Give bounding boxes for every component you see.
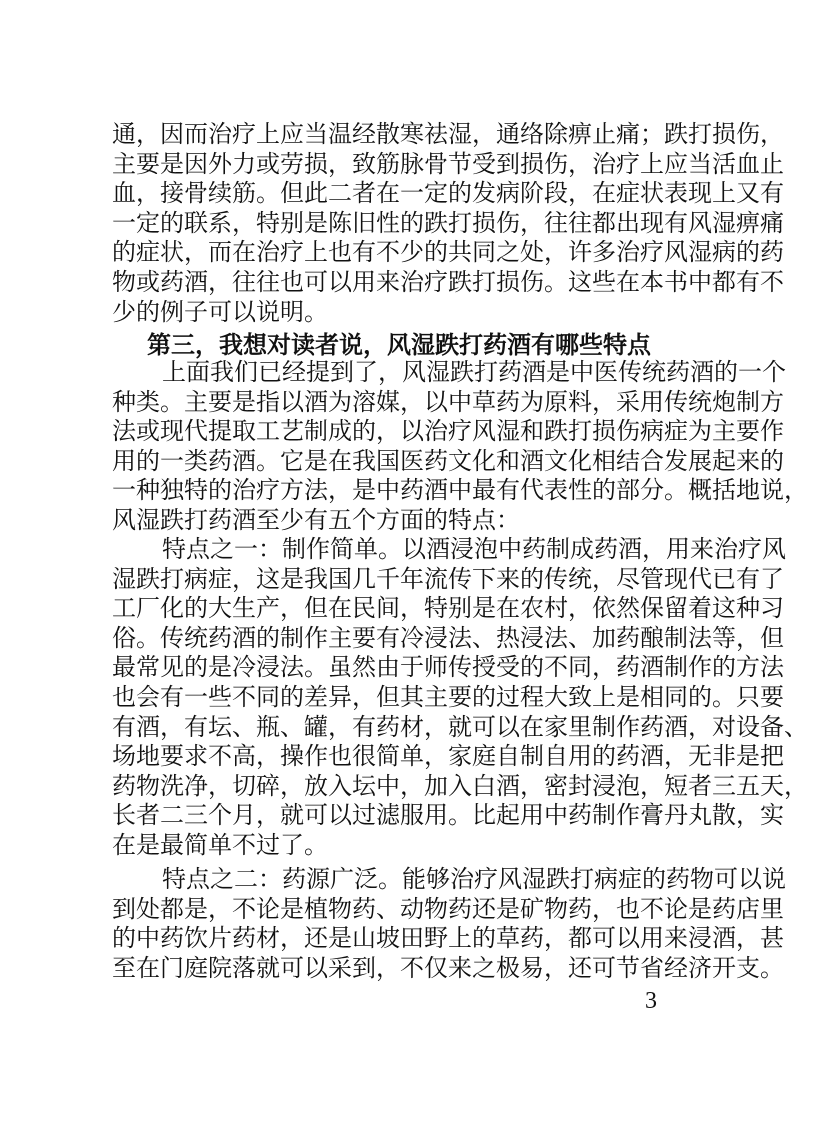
text-line: 一定的联系，特别是陈旧性的跌打损伤，往往都出现有风湿痹痛 <box>112 208 784 237</box>
text-line: 法或现代提取工艺制成的，以治疗风湿和跌打损伤病症为主要作 <box>112 417 784 446</box>
paragraph-intro <box>112 358 808 536</box>
paragraph-continuation <box>112 120 784 327</box>
text-line: 湿跌打病症，这是我国几千年流传下来的传统，尽管现代已有了 <box>112 564 784 593</box>
text-line: 在是最简单不过了。 <box>112 830 328 859</box>
text-line: 俗。传统药酒的制作主要有冷浸法、热浸法、加药酿制法等，但 <box>112 623 784 652</box>
text-line: 到处都是，不论是植物药、动物药还是矿物药，也不论是药店里 <box>112 894 784 923</box>
paragraph-feature-two <box>112 865 786 983</box>
text-line: 一种独特的治疗方法，是中药酒中最有代表性的部分。概括地说， <box>112 476 808 505</box>
page-number: 3 <box>645 988 657 1014</box>
text-line: 的症状，而在治疗上也有不少的共同之处，许多治疗风湿病的药 <box>112 238 784 267</box>
text-line: 有酒，有坛、瓶、罐，有药材，就可以在家里制作药酒，对设备、 <box>112 712 808 741</box>
text-line: 特点之二：药源广泛。能够治疗风湿跌打病症的药物可以说 <box>162 865 786 893</box>
text-line: 血，接骨续筋。但此二者在一定的发病阶段，在症状表现上又有 <box>112 179 784 208</box>
text-line: 上面我们已经提到了，风湿跌打药酒是中医传统药酒的一个 <box>162 358 786 386</box>
text-line: 通，因而治疗上应当温经散寒祛湿，通络除痹止痛；跌打损伤， <box>112 120 784 148</box>
text-line: 长者二三个月，就可以过滤服用。比起用中药制作膏丹丸散，实 <box>112 801 784 830</box>
text-line: 药物洗净，切碎，放入坛中，加入白酒，密封浸泡，短者三五天， <box>112 771 808 800</box>
text-line: 最常见的是冷浸法。虽然由于师传授受的不同，药酒制作的方法 <box>112 653 784 682</box>
text-line: 种类。主要是指以酒为溶媒，以中草药为原料，采用传统炮制方 <box>112 387 784 416</box>
text-line: 特点之一：制作简单。以酒浸泡中药制成药酒，用来治疗风 <box>162 535 786 563</box>
section-heading: 第三，我想对读者说，风湿跌打药酒有哪些特点 <box>147 331 651 359</box>
text-line: 场地要求不高，操作也很简单，家庭自制自用的药酒，无非是把 <box>112 742 784 771</box>
text-line: 少的例子可以说明。 <box>112 297 328 326</box>
text-line: 主要是因外力或劳损，致筋脉骨节受到损伤，治疗上应当活血止 <box>112 149 784 178</box>
text-line: 风湿跌打药酒至少有五个方面的特点： <box>112 505 520 534</box>
text-line: 至在门庭院落就可以采到，不仅来之极易，还可节省经济开支。 <box>112 953 784 982</box>
paragraph-feature-one <box>112 535 808 861</box>
text-line: 用的一类药酒。它是在我国医药文化和酒文化相结合发展起来的 <box>112 446 784 475</box>
text-line: 的中药饮片药材，还是山坡田野上的草药，都可以用来浸酒，甚 <box>112 924 784 953</box>
text-line: 也会有一些不同的差异，但其主要的过程大致上是相同的。只要 <box>112 682 784 711</box>
text-line: 工厂化的大生产，但在民间，特别是在农村，依然保留着这种习 <box>112 594 784 623</box>
text-line: 物或药酒，往往也可以用来治疗跌打损伤。这些在本书中都有不 <box>112 267 784 296</box>
